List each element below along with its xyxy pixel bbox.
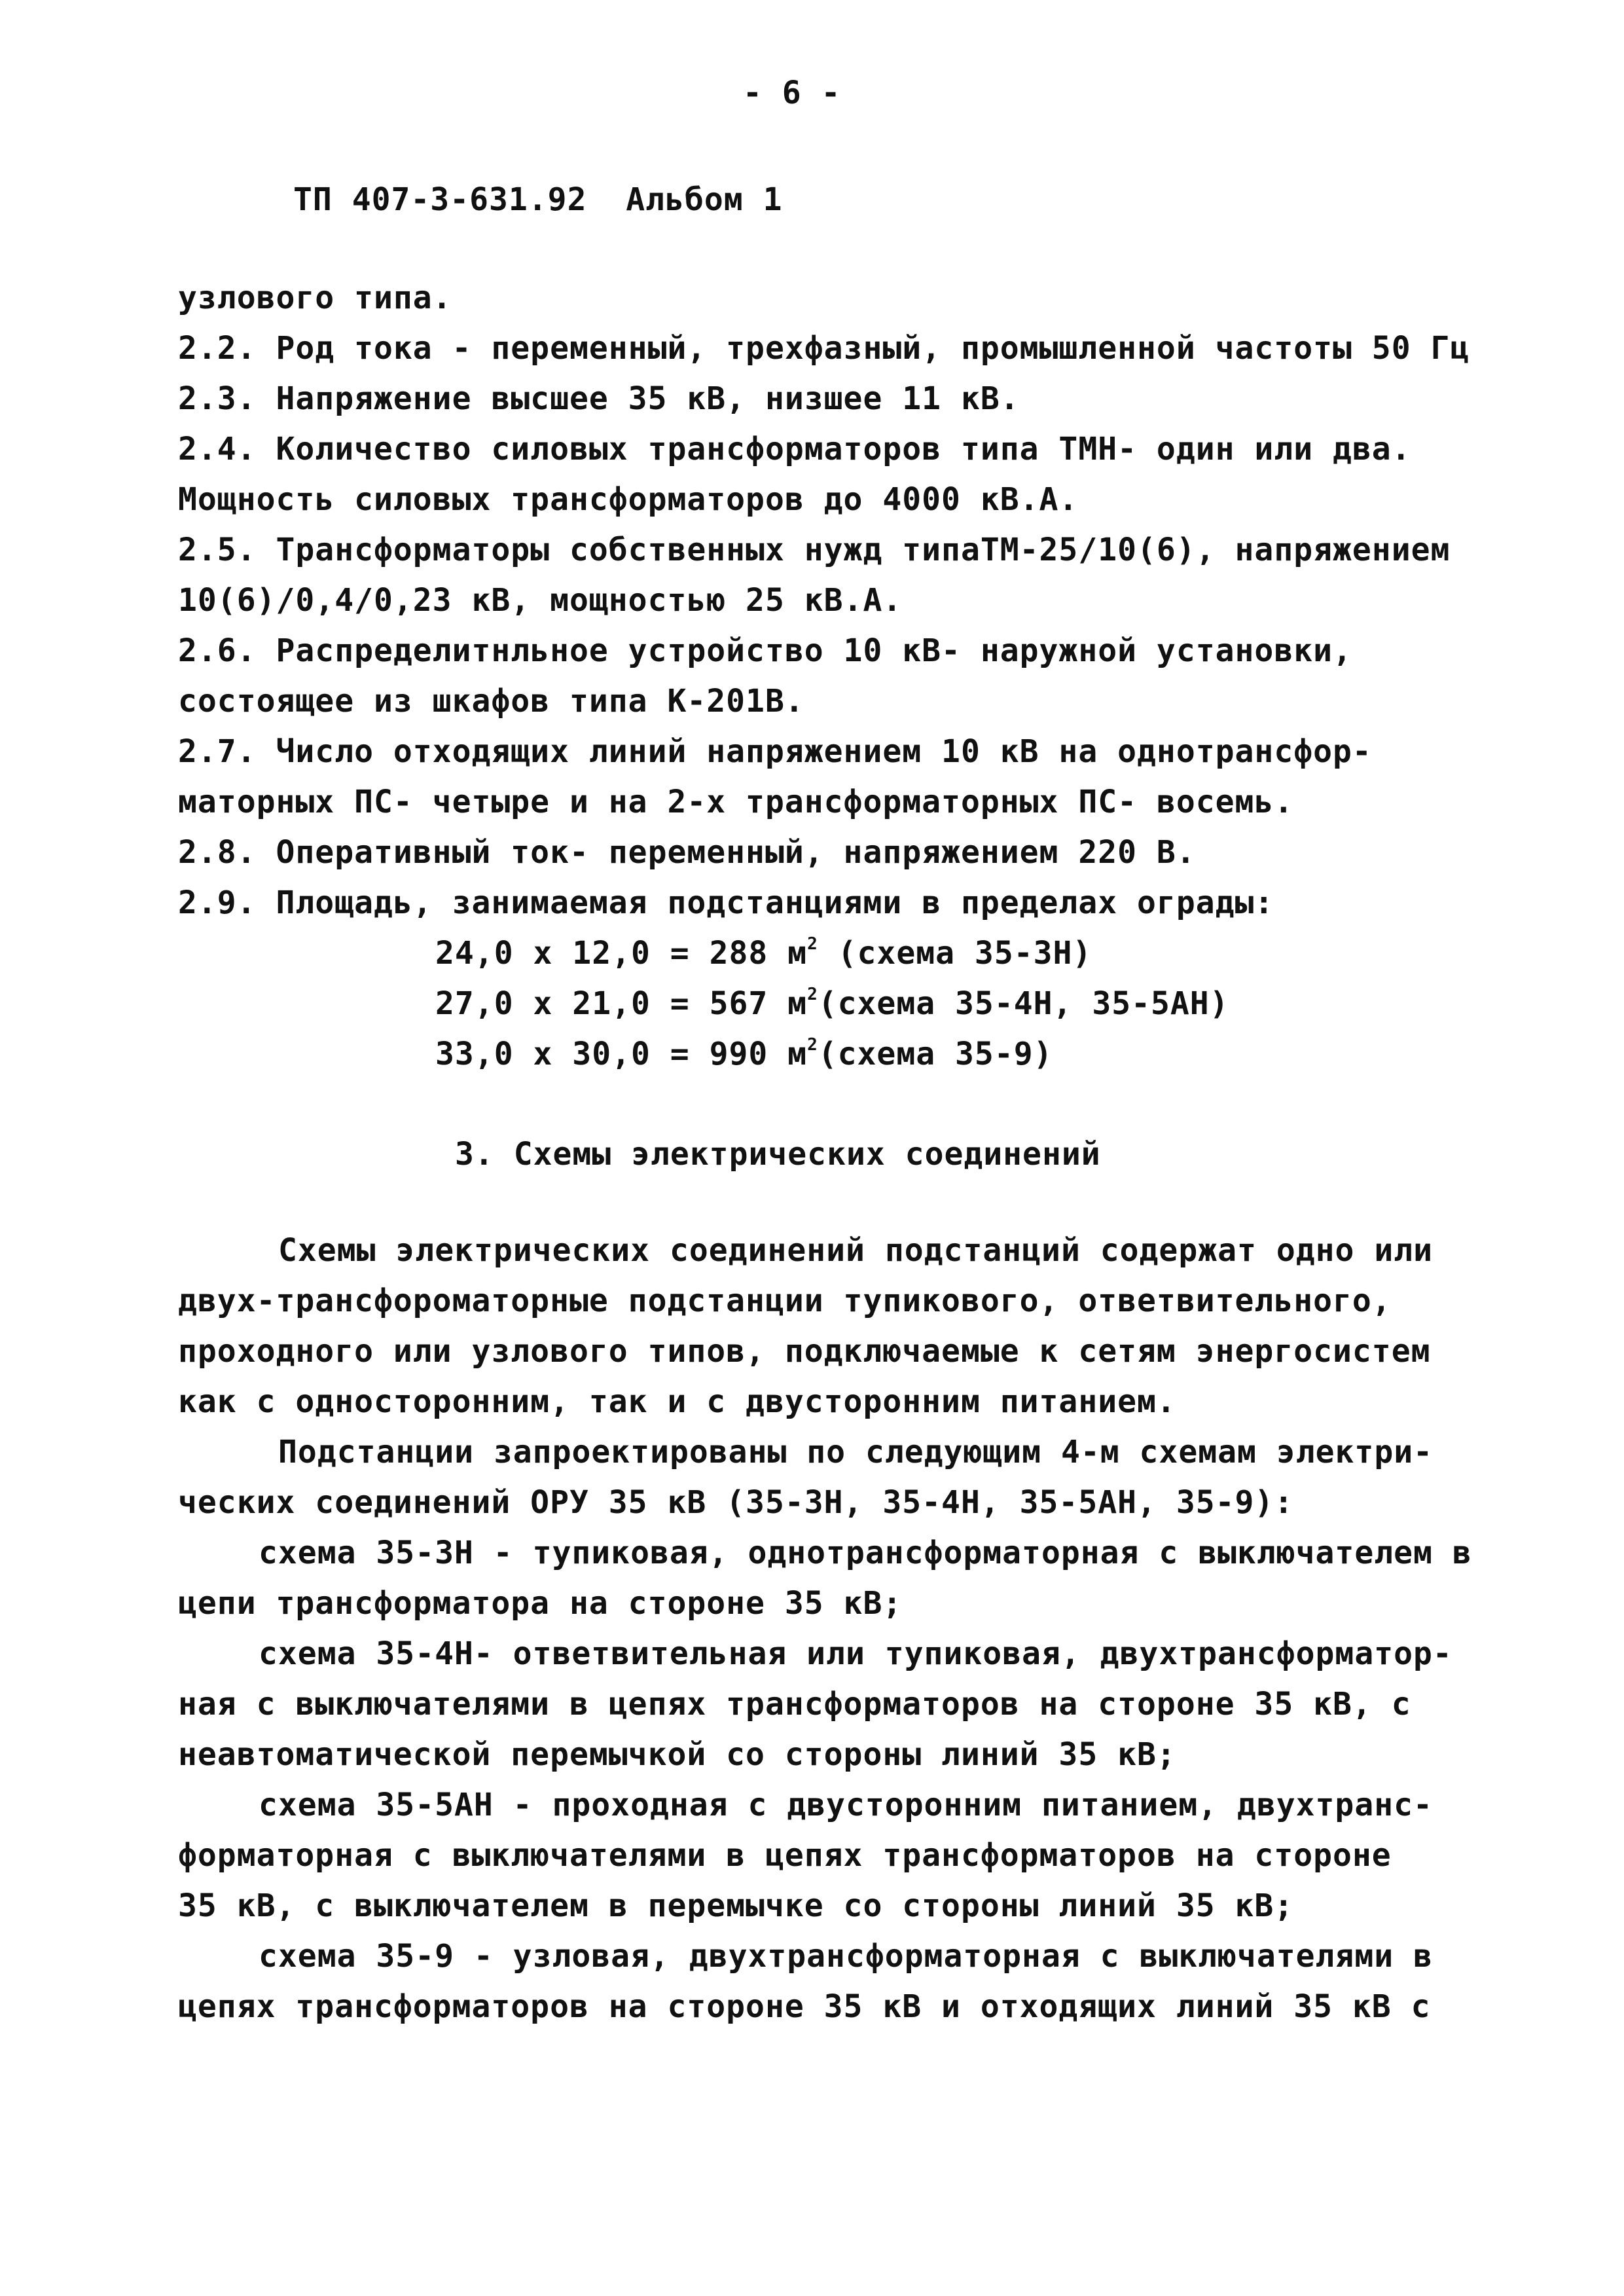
paragraph-line: неавтоматической перемычкой со стороны линий 35 кВ; [178, 1736, 1176, 1773]
section-heading: 3. Схемы электрических соединений [455, 1136, 1101, 1173]
page-number: - 6 - [743, 75, 841, 111]
text-line: 2.3. Напряжение высшее 35 кВ, низшее 11 кВ. [178, 380, 1020, 417]
text-line: состоящее из шкафов типа К-201В. [178, 683, 804, 720]
paragraph-line: Схемы электрических соединений подстанций содержат одно или [278, 1232, 1434, 1269]
area-formula: 24,0 х 12,0 = 288 $м^2$ (схема 35-3Н) [435, 934, 1092, 972]
paragraph-line: как с односторонним, так и с двусторонним питанием. [178, 1383, 1176, 1420]
text-line: Мощность силовых трансформаторов до 4000 кВ.А. [178, 481, 1079, 518]
paragraph-line: форматорная с выключателями в цепях трансформаторов на стороне [178, 1837, 1392, 1874]
paragraph-line: схема 35-4Н- ответвительная или тупиковая, двухтрансформатор- [259, 1635, 1453, 1672]
text-line: 2.9. Площадь, занимаемая подстанциями в пределах ограды: [178, 884, 1274, 921]
paragraph-line: схема 35-9 - узловая, двухтрансформаторная с выключателями в [259, 1938, 1433, 1975]
paragraph-line: цепи трансформатора на стороне 35 кВ; [178, 1585, 903, 1622]
paragraph-line: двух-трансфороматорные подстанции тупикового, ответвительного, [178, 1283, 1392, 1319]
paragraph-line: схема 35-5АН - проходная с двусторонним питанием, двухтранс- [259, 1787, 1433, 1823]
text-line: 2.2. Род тока - переменный, трехфазный, промышленной частоты 50 Гц [178, 330, 1470, 367]
text-line: 10(6)/0,4/0,23 кВ, мощностью 25 кВ.А. [178, 582, 903, 619]
paragraph-line: ческих соединений ОРУ 35 кВ (35-3Н, 35-4Н, 35-5АН, 35-9): [178, 1484, 1294, 1521]
text-line: 2.6. Распределитнльное устройство 10 кВ- наружной установки, [178, 632, 1352, 669]
text-line: 2.5. Трансформаторы собственных нужд типаТМ-25/10(6), напряжением [178, 532, 1451, 568]
paragraph-line: проходного или узлового типов, подключаемые к сетям энергосистем [178, 1333, 1431, 1370]
text-line: узлового типа. [178, 280, 452, 316]
area-formula: 27,0 х 21,0 = 567 $м^2(схема$ 35-4Н, 35-5АН) [435, 985, 1229, 1022]
paragraph-line: ная с выключателями в цепях трансформаторов на стороне 35 кВ, с [178, 1686, 1411, 1722]
paragraph-line: схема 35-3Н - тупиковая, однотрансформаторная с выключателем в [259, 1535, 1472, 1571]
paragraph-line: цепях трансформаторов на стороне 35 кВ и отходящих линий 35 кВ с [178, 1988, 1431, 2025]
paragraph-line: 35 кВ, с выключателем в перемычке со стороны линий 35 кВ; [178, 1887, 1294, 1924]
paragraph-line: Подстанции запроектированы по следующим 4-м схемам электри- [278, 1434, 1434, 1470]
text-line: 2.4. Количество силовых трансформаторов типа ТМН- один или два. [178, 431, 1411, 467]
text-line: маторных ПС- четыре и на 2-х трансформаторных ПС- восемь. [178, 784, 1294, 820]
text-line: 2.8. Оперативный ток- переменный, напряжением 220 В. [178, 834, 1196, 871]
document-code: ТП 407-3-631.92 Альбом 1 [293, 181, 783, 218]
text-line: 2.7. Число отходящих линий напряжением 10 кВ на однотрансфор- [178, 733, 1372, 770]
area-formula: 33,0 х 30,0 = 990 $м^2(схема$ 35-9) [435, 1035, 1053, 1072]
